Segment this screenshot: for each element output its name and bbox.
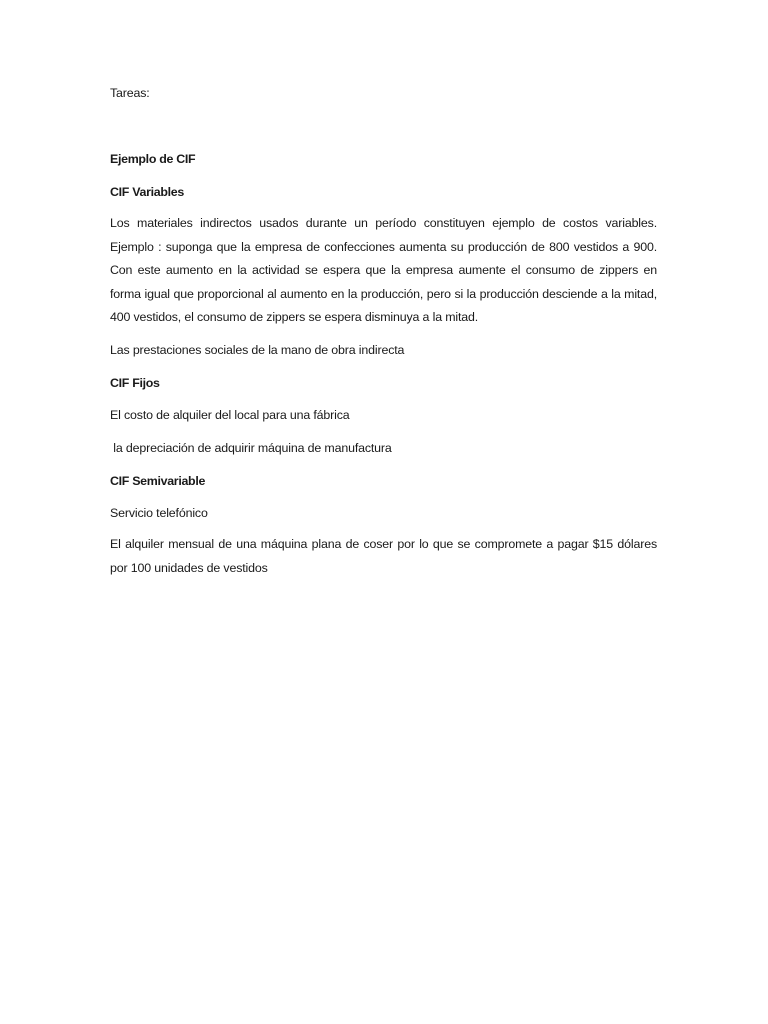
- cif-fijos-heading: CIF Fijos: [110, 376, 160, 390]
- cif-variables-heading: CIF Variables: [110, 185, 184, 199]
- cif-variables-item-2: Las prestaciones sociales de la mano de obra indirecta: [110, 343, 405, 357]
- cif-fijos-item-1: El costo de alquiler del local para una fábrica: [110, 408, 350, 422]
- cif-fijos-item-2: la depreciación de adquirir máquina de manufactura: [110, 441, 392, 455]
- cif-semivariable-heading: CIF Semivariable: [110, 474, 206, 488]
- document-page: [110, 0, 657, 1024]
- tasks-label: Tareas:: [110, 86, 150, 100]
- cif-variables-paragraph: Los materiales indirectos usados durante un período constituyen ejemplo de costos variables. Ejemplo : suponga que la empresa de confecciones aumenta su producción de 800 vestidos a 900. Con este aumento en la actividad se espera que la empresa aumente el consumo de zippers en forma igual que proporcional al aumento en la producción, pero si la producción desciende a la mitad, 400 vestidos, el consumo de zippers se espera disminuya a la mitad.: [110, 216, 657, 324]
- cif-semivariable-paragraph: El alquiler mensual de una máquina plana de coser por lo que se compromete a pagar $15 dólares por 100 unidades de vestidos: [110, 537, 657, 575]
- cif-semivariable-item-1: Servicio telefónico: [110, 506, 208, 520]
- section-title: Ejemplo de CIF: [110, 152, 196, 166]
